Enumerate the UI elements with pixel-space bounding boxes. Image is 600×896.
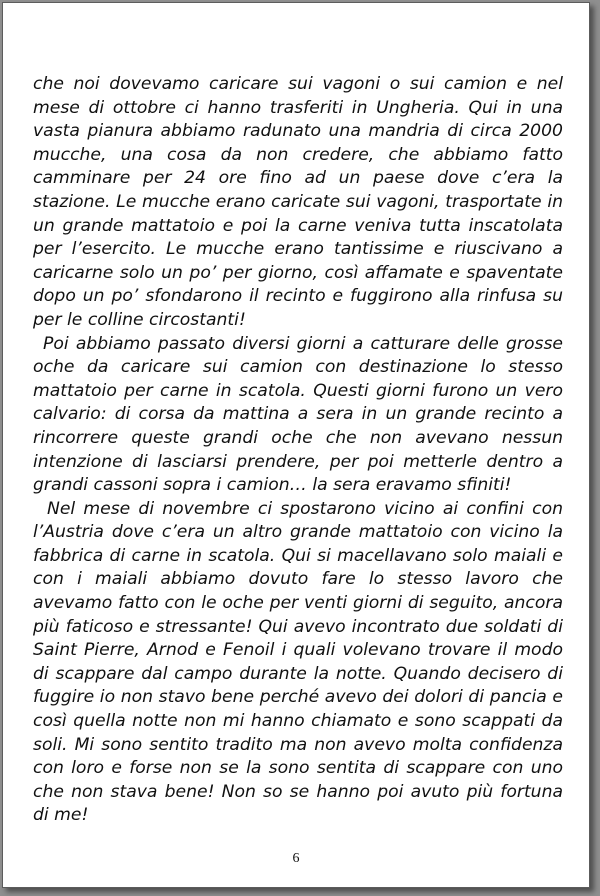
paragraph: Nel mese di novembre ci spostarono vicino ai confini con l’Austria dove c’era un altro grande mattatoio con vicino la fabbrica di carne in scatola. Qui si macellavano solo maiali e con i maiali abbiamo dovuto fare lo stesso lavoro che avevamo fatto con le oche per venti giorni di seguito, ancora più faticoso e stressante! Qui avevo incontrato due soldati di Saint Pierre, Arnod e Fenoil i quali volevano trovare il modo di scappare dal campo durante la notte. Quando decisero di fuggire io non stavo bene perché avevo dei dolori di pancia e così quella notte non mi hanno chiamato e sono scappati da soli. Mi sono sentito tradito ma non avevo molta confidenza con loro e forse non se la sono sentita di scappare con uno che non stava bene! Non so se hanno poi avuto più fortuna di me! [33, 498, 563, 826]
body-text [33, 73, 563, 828]
page-number: 6 [292, 851, 300, 866]
paragraph: che noi dovevamo caricare sui vagoni o sui camion e nel mese di ottobre ci hanno trasferiti in Ungheria. Qui in una vasta pianura abbiamo radunato una mandria di circa 2000 mucche, una cosa da non credere, che abbiamo fatto camminare per 24 ore fino ad un paese dove c’era la stazione. Le mucche erano caricate sui vagoni, trasportate in un grande mattatoio e poi la carne veniva tutta inscatolata per l’esercito. Le mucche erano tantissime e riuscivano a caricarne solo un po’ per giorno, così affamate e spaventate dopo un po’ sfondarono il recinto e fuggirono alla rinfusa su per le colline circostanti! [33, 74, 563, 330]
document-page [2, 2, 590, 888]
paragraph: Poi abbiamo passato diversi giorni a catturare delle grosse oche da caricare sui camion con destinazione lo stesso mattatoio per carne in scatola. Questi giorni furono un vero calvario: di corsa da mattina a sera in un grande recinto a rincorrere queste grandi oche che non avevano nessun intenzione di lasciarsi prendere, per poi metterle dentro a grandi cassoni sopra i camion… la sera eravamo sfiniti! [33, 333, 563, 496]
